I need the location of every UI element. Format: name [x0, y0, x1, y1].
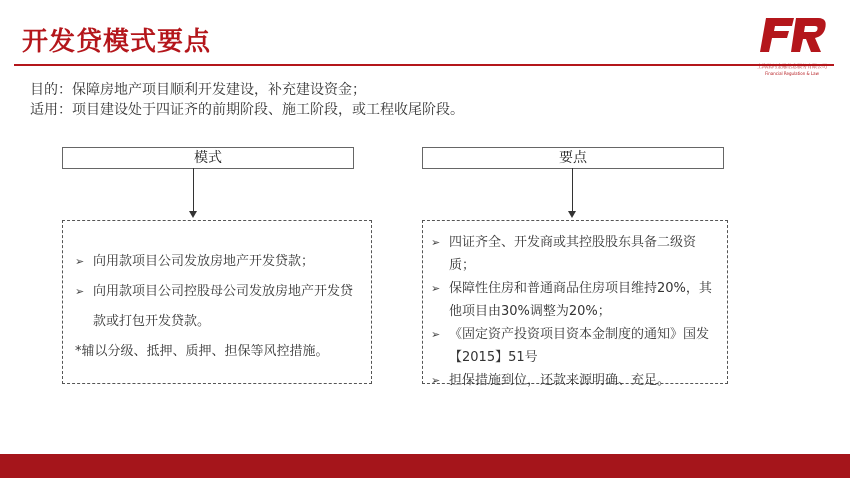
list-item: ➢ 向用款项目公司发放房地产开发贷款；: [75, 247, 359, 277]
points-content-box: [422, 220, 728, 388]
points-header-label: 要点: [559, 150, 587, 166]
list-item: ➢ 担保措施到位，还款来源明确、充足。: [431, 369, 713, 392]
points-header-box: [422, 147, 724, 169]
chevron-right-icon: ➢: [431, 282, 441, 295]
points-arrow-line: [572, 168, 573, 212]
risk-control-note: *辅以分级、抵押、质押、担保等风控措施。: [75, 344, 329, 359]
mode-header-label: 模式: [194, 150, 222, 166]
intro-text: [30, 80, 464, 120]
arrow-down-icon: [568, 211, 576, 218]
arrow-down-icon: [189, 211, 197, 218]
scope-line: 适用：项目建设处于四证齐的前期阶段、施工阶段，或工程收尾阶段。: [30, 102, 464, 118]
mode-header-box: [62, 147, 354, 169]
chevron-right-icon: ➢: [431, 374, 441, 387]
company-logo: [752, 10, 832, 76]
chevron-right-icon: ➢: [75, 255, 85, 268]
footer-bar: [0, 454, 850, 478]
mode-arrow-line: [193, 168, 194, 212]
list-item: ➢ 《固定资产投资项目资本金制度的通知》国发【2015】51号: [431, 323, 713, 369]
logo-subtitle-en: Financial Regulation & Law: [765, 71, 819, 76]
list-item: ➢ 四证齐全、开发商或其控股股东具备二级资质；: [431, 231, 713, 277]
mode-content-box: [62, 220, 372, 384]
purpose-line: 目的：保障房地产项目顺利开发建设，补充建设资金；: [30, 82, 366, 98]
fr-logo-icon: [756, 14, 828, 56]
chevron-right-icon: ➢: [431, 236, 441, 249]
logo-subtitle: 上海法问金融信息服务有限公司: [756, 64, 827, 70]
chevron-right-icon: ➢: [75, 285, 85, 298]
page-title: 开发贷模式要点: [22, 27, 212, 57]
list-item: ➢ 向用款项目公司控股母公司发放房地产开发贷款或打包开发贷款。: [75, 277, 359, 337]
title-divider: [14, 64, 834, 66]
list-item: ➢ 保障性住房和普通商品住房项目维持20%，其他项目由30%调整为20%；: [431, 277, 713, 323]
chevron-right-icon: ➢: [431, 328, 441, 341]
